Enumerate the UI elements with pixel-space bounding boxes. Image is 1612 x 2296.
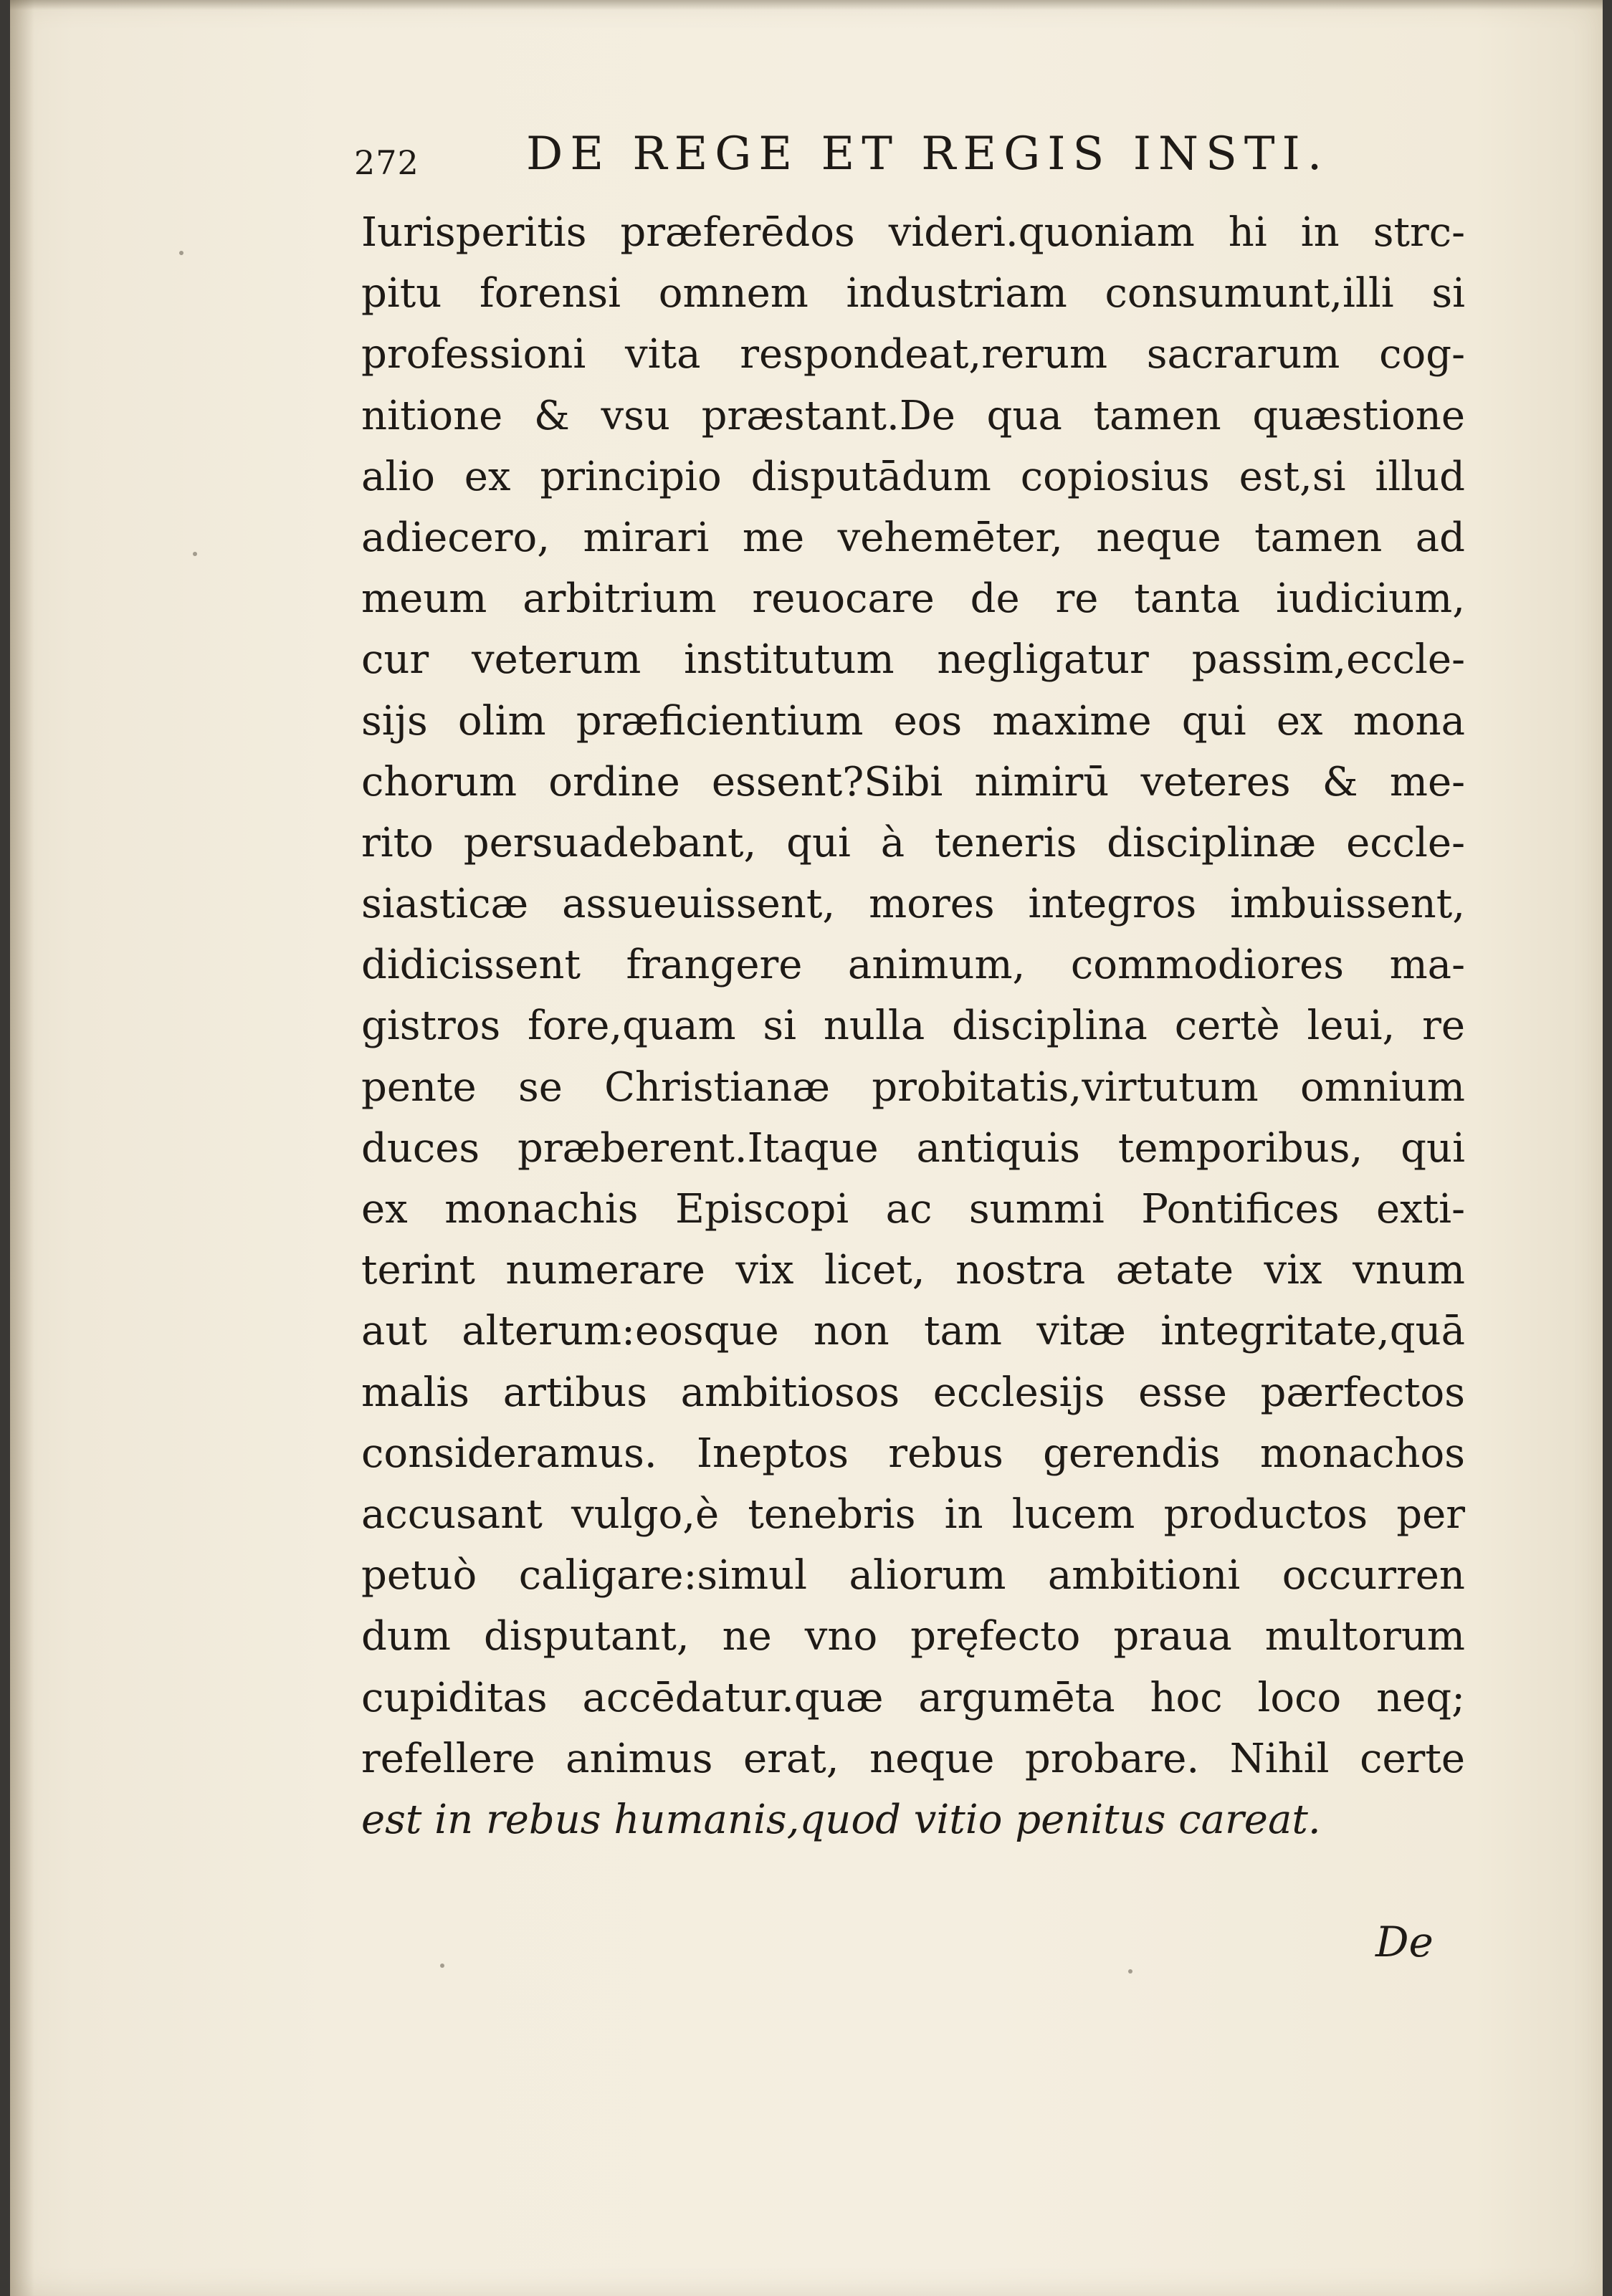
text-line: chorum ordine essent?Sibi nimirū veteres & me- [361, 758, 1465, 805]
body-text [361, 202, 1465, 1850]
text-line: adiecero, mirari me vehemēter, neque tamen ad [361, 514, 1465, 561]
text-line: ex monachis Episcopi ac summi Pontifices exti- [361, 1186, 1465, 1233]
text-line: refellere animus erat, neque probare. Nihil certe [361, 1735, 1465, 1782]
text-line: professioni vita respondeat,rerum sacrarum cog- [361, 331, 1465, 378]
text-line: meum arbitrium reuocare de re tanta iudicium, [361, 575, 1465, 623]
text-line: gistros fore,quam si nulla disciplina certè leui, re [361, 1003, 1465, 1050]
ink-speck [1128, 1969, 1132, 1974]
book-page [10, 0, 1603, 2296]
text-line: malis artibus ambitiosos ecclesijs esse pærfectos [361, 1369, 1465, 1416]
text-line: siasticæ assueuissent, mores integros imbuissent, [361, 881, 1465, 928]
ink-speck [193, 552, 197, 556]
text-line: aut alterum:eosque non tam vitæ integritate,quā [361, 1308, 1465, 1355]
text-line: cupiditas accēdatur.quæ argumēta hoc loco neq; [361, 1674, 1465, 1721]
text-line: alio ex principio disputādum copiosius est,si illud [361, 453, 1465, 500]
text-line: pente se Christianæ probitatis,virtutum omnium [361, 1063, 1465, 1111]
running-title: DE REGE ET REGIS INSTI. [526, 128, 1330, 181]
text-line: didicissent frangere animum, commodiores ma- [361, 942, 1465, 989]
page-number: 272 [354, 143, 419, 182]
text-line: nitione & vsu præstant.De qua tamen quæstione [361, 392, 1465, 439]
text-line: Iurisperitis præferēdos videri.quoniam hi in strc- [361, 209, 1465, 256]
running-head [354, 128, 1458, 192]
catchword: De [1375, 1918, 1434, 1966]
text-line: cur veterum institutum negligatur passim,eccle- [361, 636, 1465, 684]
text-line: accusant vulgo,è tenebris in lucem productos per [361, 1491, 1465, 1538]
text-line: duces præberent.Itaque antiquis temporibus, qui [361, 1124, 1465, 1172]
text-line: pitu forensi omnem industriam consumunt,illi si [361, 270, 1465, 317]
text-line: rito persuadebant, qui à teneris disciplinæ eccle- [361, 819, 1465, 866]
text-line: dum disputant, ne vno pręfecto praua multorum [361, 1613, 1465, 1660]
text-line: consideramus. Ineptos rebus gerendis monachos [361, 1430, 1465, 1477]
ink-speck [440, 1963, 444, 1968]
text-line: sijs olim præficientium eos maxime qui ex mona [361, 697, 1465, 745]
ink-speck [179, 251, 183, 255]
italic-text-line: est in rebus humanis,quod vitio penitus careat. [361, 1796, 1321, 1843]
text-line: petuò caligare:simul aliorum ambitioni occurren [361, 1552, 1465, 1599]
text-line: terint numerare vix licet, nostra ætate vix vnum [361, 1247, 1465, 1294]
